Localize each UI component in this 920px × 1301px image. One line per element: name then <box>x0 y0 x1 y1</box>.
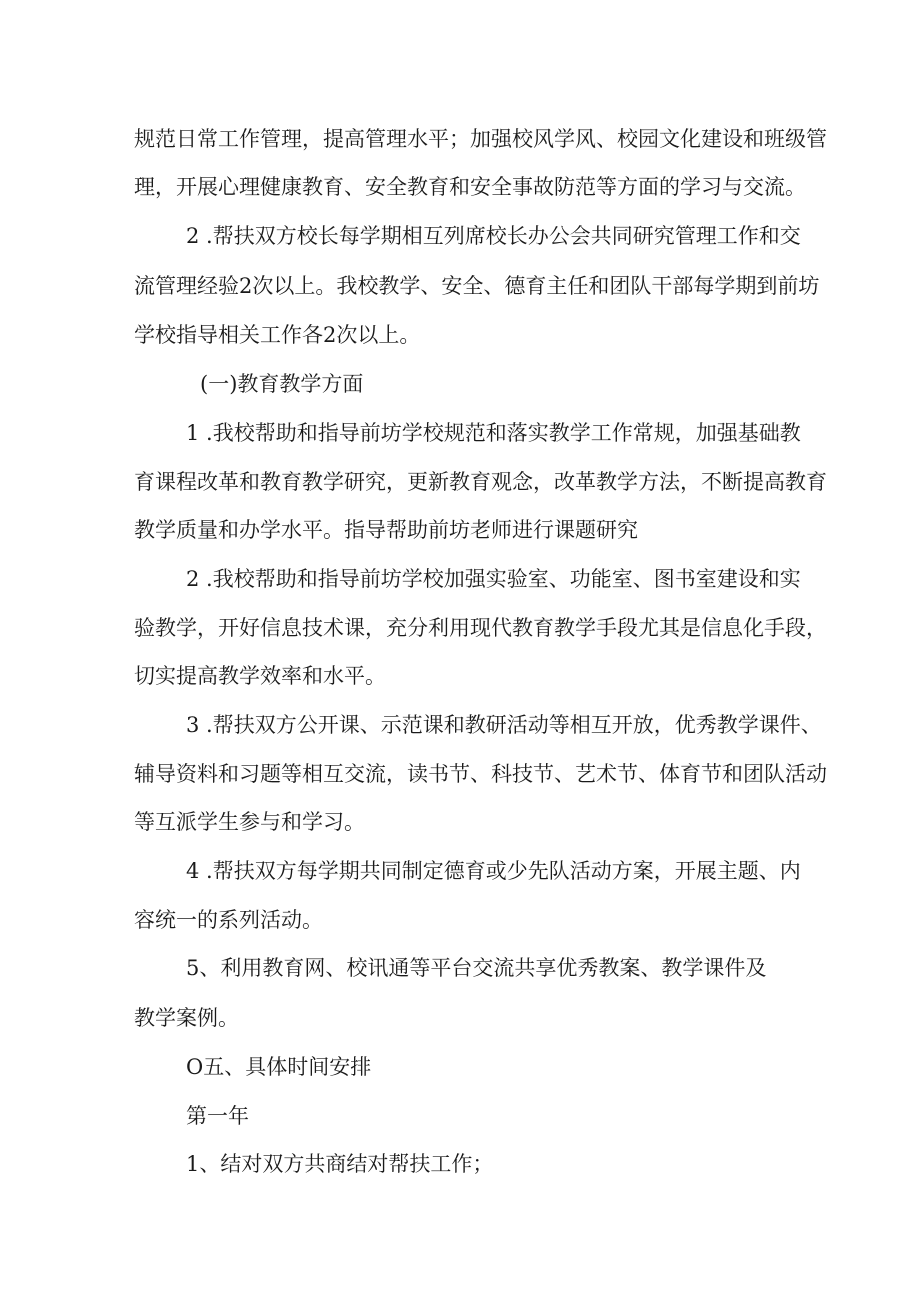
paragraph-line: 规范日常工作管理，提高管理水平；加强校风学风、校园文化建设和班级管 <box>134 127 827 151</box>
paragraph-line: 教学质量和办学水平。指导帮助前坊老师进行课题研究 <box>134 518 638 542</box>
section-heading: O五、具体时间安排 <box>186 1055 372 1079</box>
paragraph-line: 5、利用教育网、校讯通等平台交流共享优秀教案、教学课件及 <box>186 956 767 980</box>
list-item: 1、结对双方共商结对帮扶工作； <box>186 1152 494 1176</box>
paragraph-line: 学校指导相关工作各2次以上。 <box>134 323 421 347</box>
year-heading: 第一年 <box>186 1104 249 1128</box>
paragraph-line: 容统一的系列活动。 <box>134 908 323 932</box>
paragraph-line: 2 .我校帮助和指导前坊学校加强实验室、功能室、图书室建设和实 <box>186 567 801 591</box>
paragraph-line: 3 .帮扶双方公开课、示范课和教研活动等相互开放，优秀教学课件、 <box>186 713 822 737</box>
paragraph-line: 2 .帮扶双方校长每学期相互列席校长办公会共同研究管理工作和交 <box>186 224 801 248</box>
paragraph-line: 等互派学生参与和学习。 <box>134 810 365 834</box>
paragraph-line: 育课程改革和教育教学研究，更新教育观念，改革教学方法，不断提高教育 <box>134 470 827 494</box>
paragraph-line: 1 .我校帮助和指导前坊学校规范和落实教学工作常规，加强基础教 <box>186 421 801 445</box>
paragraph-line: 切实提高教学效率和水平。 <box>134 664 386 688</box>
paragraph-line: 理，开展心理健康教育、安全教育和安全事故防范等方面的学习与交流。 <box>134 175 806 199</box>
paragraph-line: 流管理经验2次以上。我校教学、安全、德育主任和团队干部每学期到前坊 <box>134 274 820 298</box>
paragraph-line: 4 .帮扶双方每学期共同制定德育或少先队活动方案，开展主题、内 <box>186 859 801 883</box>
section-heading: (一)教育教学方面 <box>200 372 364 396</box>
paragraph-line: 验教学，开好信息技术课，充分利用现代教育教学手段尤其是信息化手段， <box>134 616 827 640</box>
paragraph-line: 教学案例。 <box>134 1006 239 1030</box>
paragraph-line: 辅导资料和习题等相互交流，读书节、科技节、艺术节、体育节和团队活动 <box>134 762 827 786</box>
